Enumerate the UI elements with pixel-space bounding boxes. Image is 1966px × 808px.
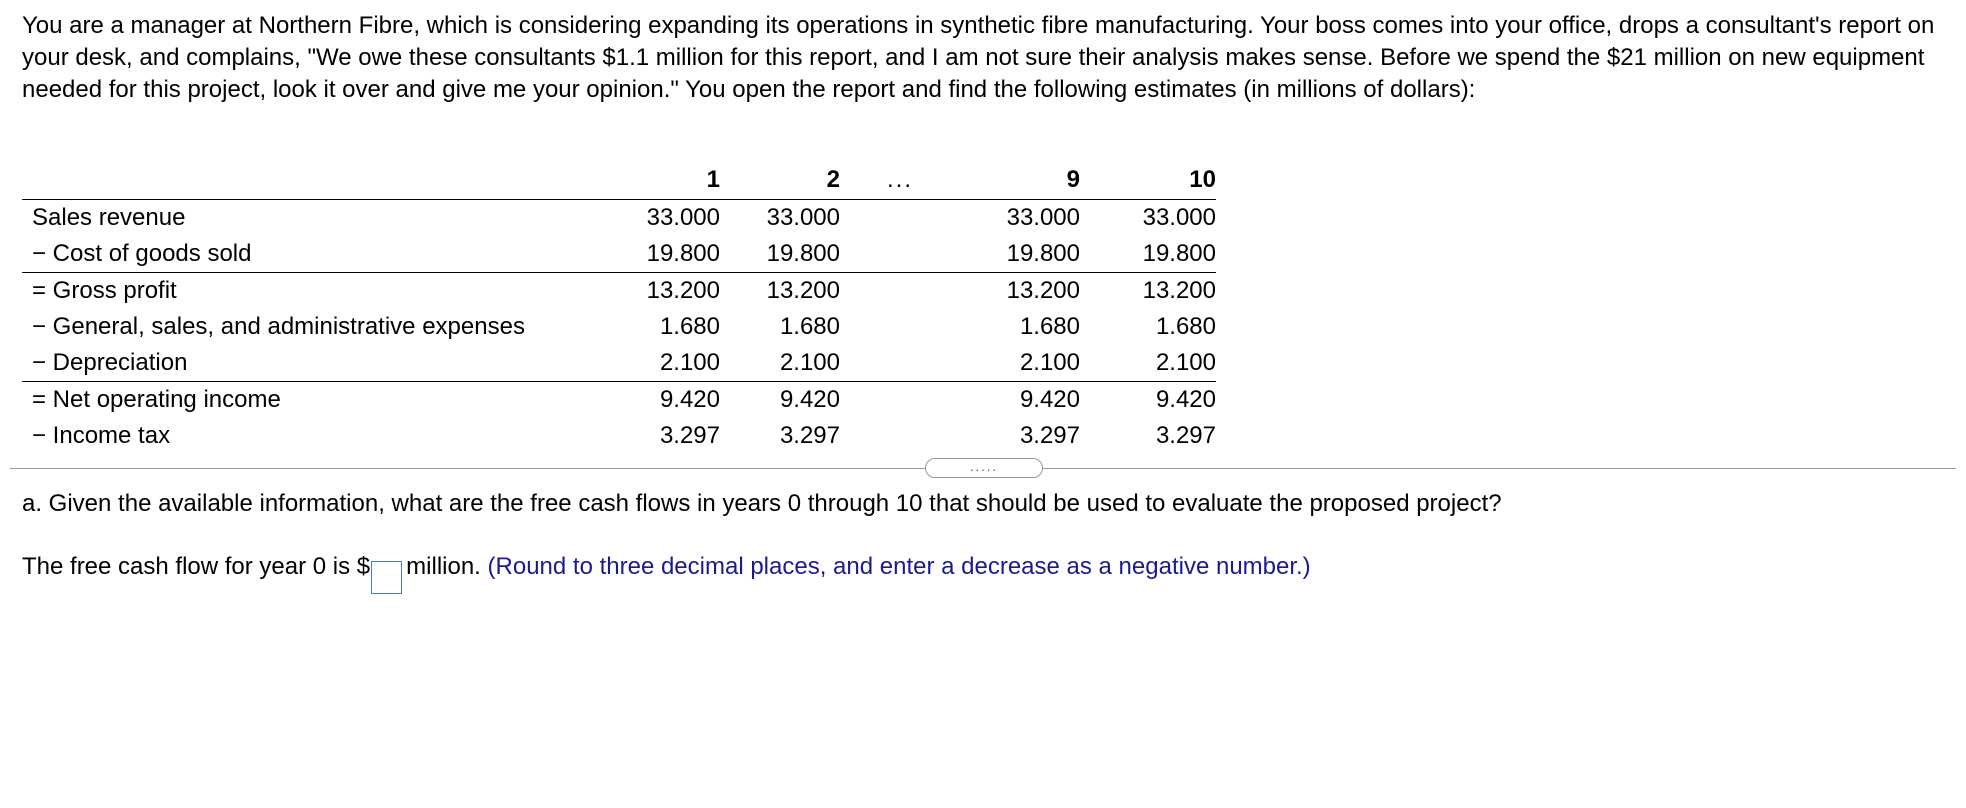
row-label: − General, sales, and administrative expenses [32,313,525,340]
cell-year-9: 9.420 [960,382,1080,419]
cell-year-2: 1.680 [779,313,840,340]
col-header-ellipsis: ... [840,161,960,200]
cell-year-9: 13.200 [960,273,1080,310]
expand-content-button[interactable]: ..... [925,458,1043,478]
table-row-income-tax [22,418,1216,454]
cell-year-1: 19.800 [646,240,720,267]
cell-year-2: 3.297 [779,422,840,449]
cell-year-2: 9.420 [720,382,840,419]
cell-year-10: 1.680 [1155,313,1216,340]
problem-intro: You are a manager at Northern Fibre, which is considering expanding its operations in synthetic fibre manufacturing. Your boss comes into your office, drops a consultant's report on your desk, and complains, "We owe these consultants $1.1 million for this report, and I am not sure their analysis makes sense. Before we spend the $21 million on new equipment needed for this project, look it over and give me your opinion." You open the report and find the following estimates (in millions of dollars): [22,12,1935,103]
cell-year-9: 19.800 [1006,240,1080,267]
table-row-sales-revenue [22,200,1216,237]
table-header-row [22,161,1216,200]
row-label: Sales revenue [32,204,186,231]
cell-year-1: 1.680 [659,313,720,340]
answer-suffix: million. [406,553,481,580]
cell-year-9: 2.100 [1019,349,1080,376]
row-label: = Gross profit [22,273,632,310]
question-a: a. Given the available information, what are the free cash flows in years 0 through 10 that should be used to evaluate the proposed project? [22,490,1502,517]
col-header-year-2: 2 [720,161,840,200]
col-header-year-10: 10 [1080,161,1216,200]
cell-year-2: 19.800 [766,240,840,267]
cell-year-1: 13.200 [632,273,720,310]
table-row-depreciation [22,345,1216,382]
answer-line-year-0 [22,551,1311,594]
fcf-year-0-input[interactable] [371,561,402,594]
row-label: − Cost of goods sold [32,240,252,267]
cell-year-1: 2.100 [659,349,720,376]
col-header-year-1: 1 [632,161,720,200]
cell-year-2: 2.100 [779,349,840,376]
table-row-gross-profit [22,273,1216,310]
row-label: = Net operating income [22,382,632,419]
answer-prefix: The free cash flow for year 0 is $ [22,553,371,580]
cell-year-1: 33.000 [646,204,720,231]
cell-year-9: 33.000 [1006,204,1080,231]
cell-year-10: 2.100 [1155,349,1216,376]
table-row-cost-of-goods-sold [22,236,1216,273]
row-label: − Depreciation [32,349,188,376]
cell-year-10: 19.800 [1142,240,1216,267]
cell-year-2: 33.000 [766,204,840,231]
cell-year-10: 9.420 [1080,382,1216,419]
row-label: − Income tax [32,422,171,449]
cell-year-9: 3.297 [1019,422,1080,449]
cell-year-10: 3.297 [1155,422,1216,449]
rounding-hint: (Round to three decimal places, and enter a decrease as a negative number.) [487,553,1311,580]
cell-year-1: 9.420 [632,382,720,419]
table-row-gsa-expenses [22,309,1216,345]
cell-year-1: 3.297 [659,422,720,449]
table-header-blank [22,161,632,200]
cell-year-9: 1.680 [1019,313,1080,340]
cell-year-10: 13.200 [1080,273,1216,310]
cell-year-10: 33.000 [1142,204,1216,231]
estimates-table [22,161,1216,454]
table-row-net-operating-income [22,382,1216,419]
cell-year-2: 13.200 [720,273,840,310]
col-header-year-9: 9 [960,161,1080,200]
